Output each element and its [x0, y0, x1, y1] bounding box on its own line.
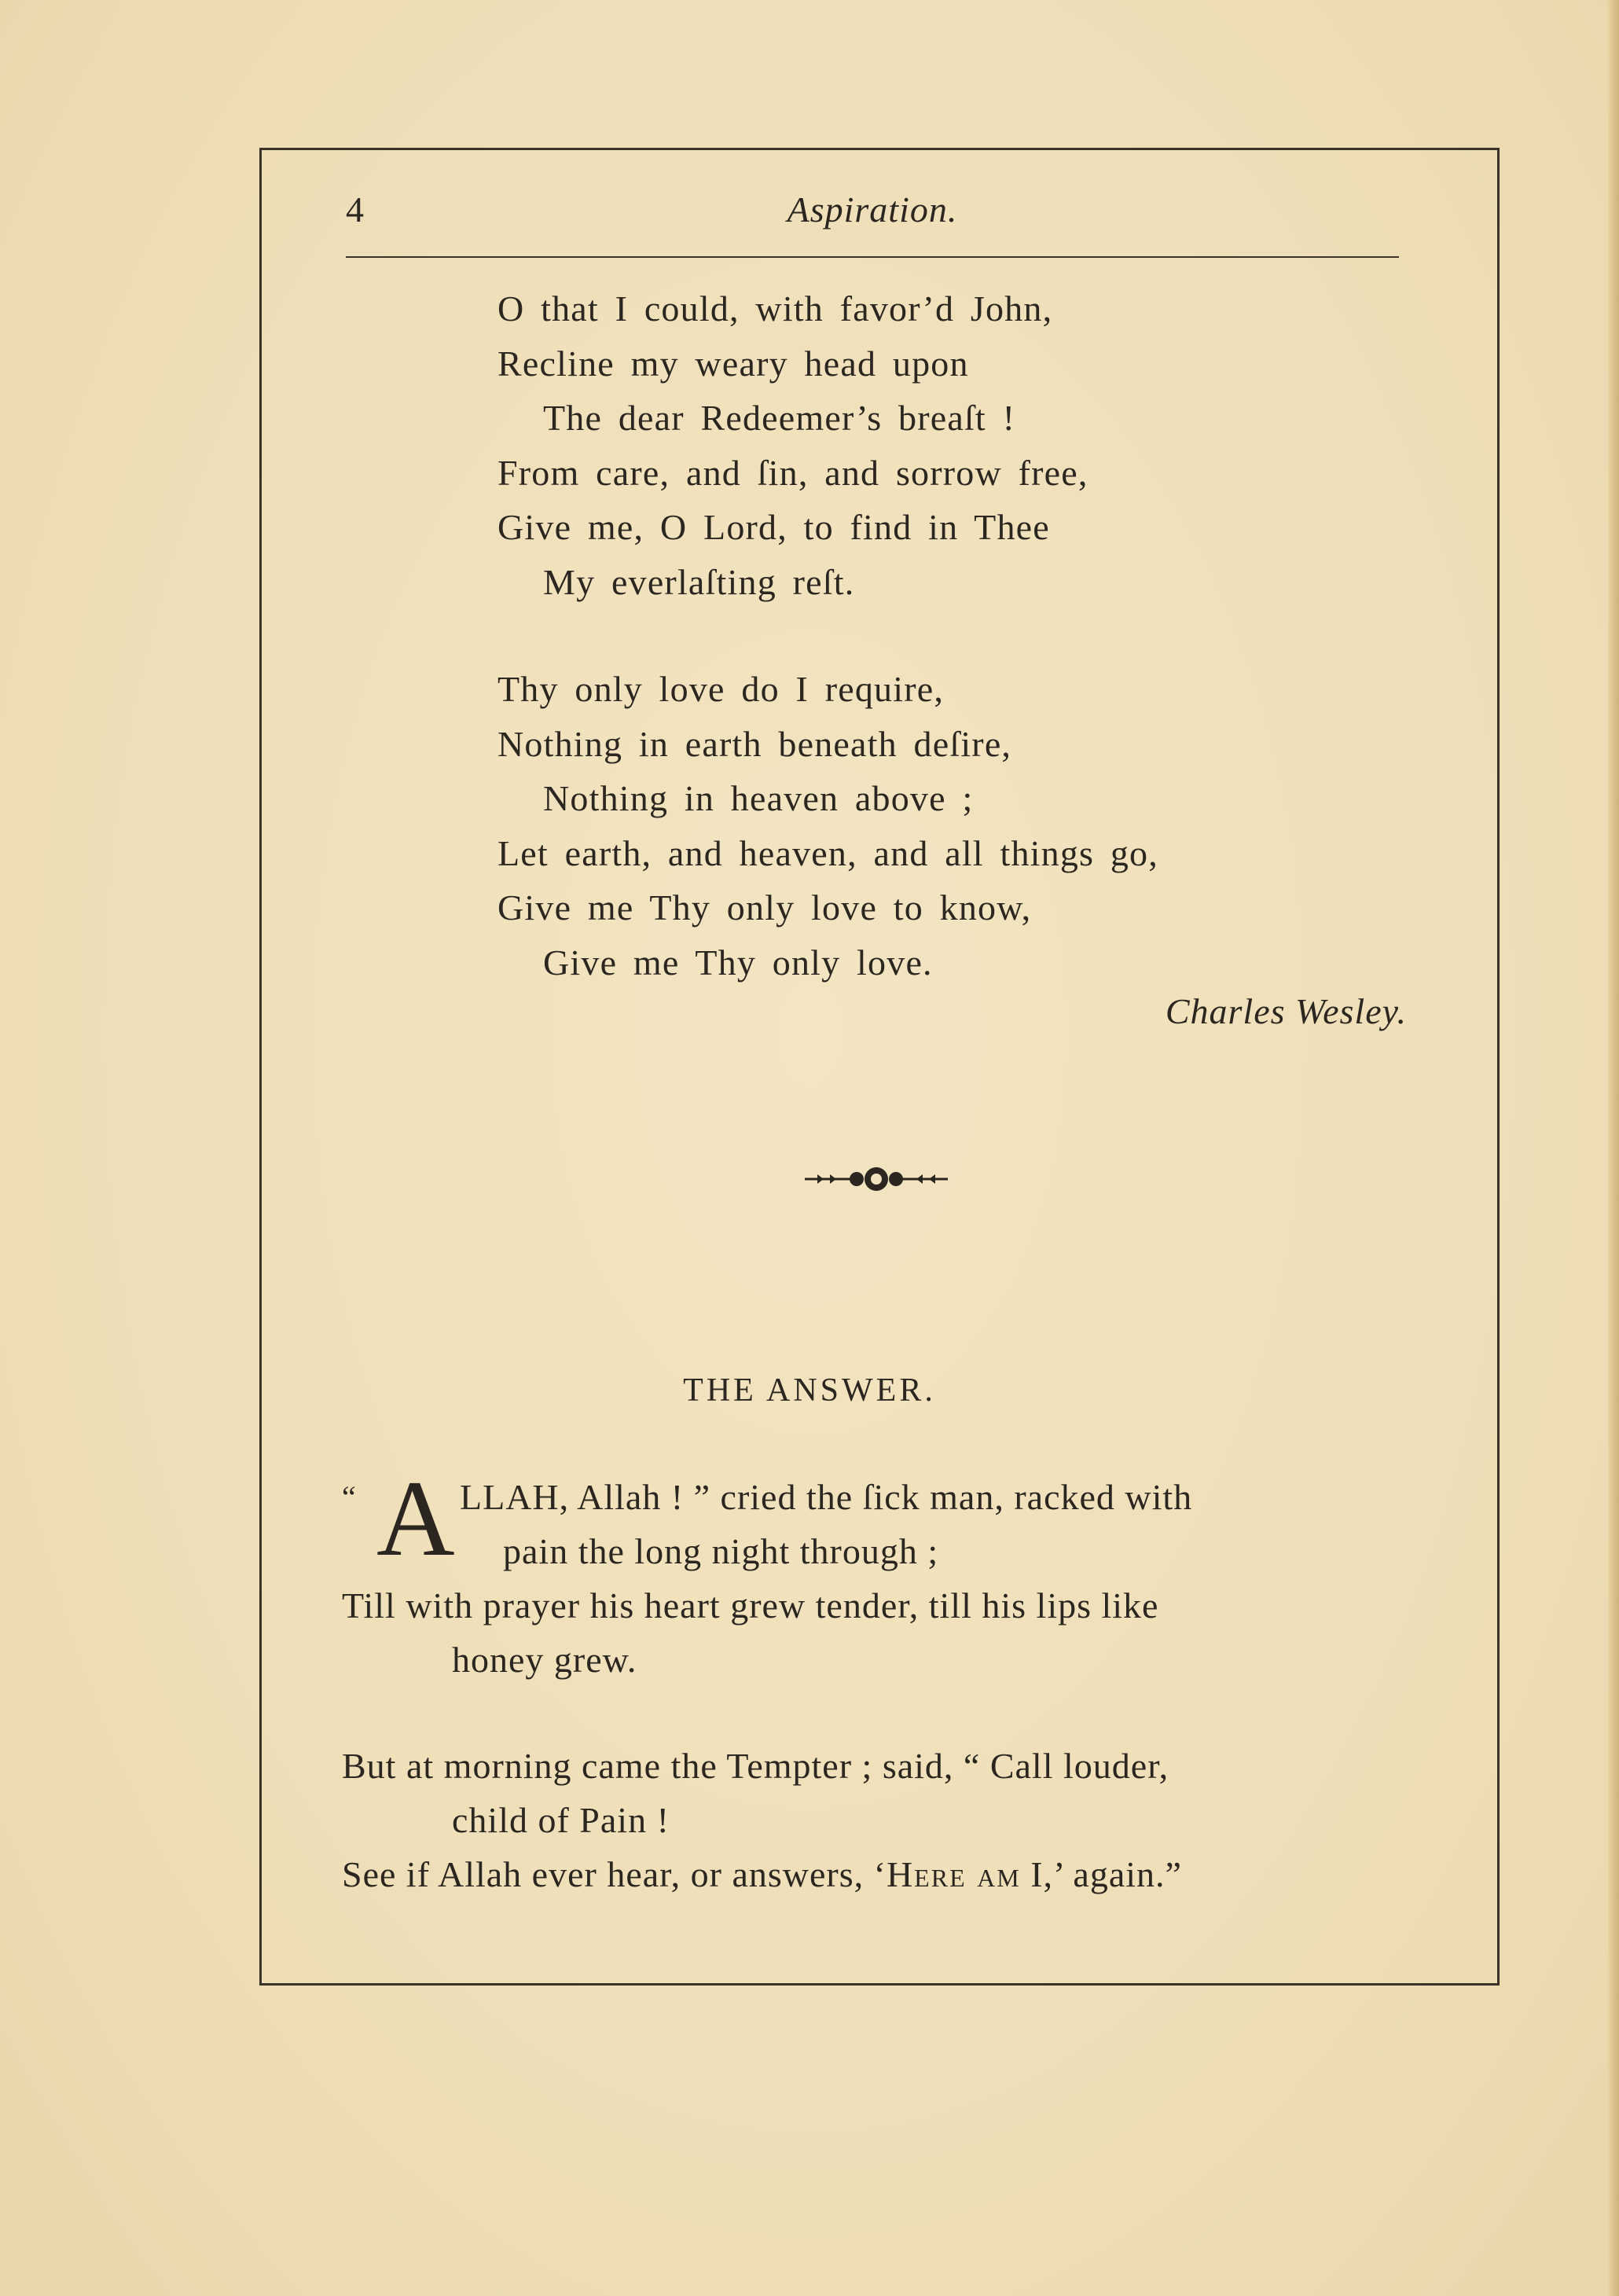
page-edge: [1608, 0, 1619, 2296]
open-quote: “: [342, 1479, 357, 1515]
answer-line-smallcaps: Here am: [886, 1854, 1021, 1894]
poem-stanza-2: [497, 662, 1362, 990]
poem-line: Give me, O Lord, to find in Thee: [497, 507, 1050, 547]
answer-paragraph-1: [342, 1458, 1415, 1687]
answer-line: child of Pain !: [452, 1800, 670, 1840]
answer-line: pain the long night through ;: [503, 1531, 939, 1571]
poem-line: Nothing in earth beneath deſire,: [497, 723, 1012, 764]
poem-line: Let earth, and heaven, and all things go,: [497, 832, 1158, 873]
poem-stanza-1: [497, 281, 1362, 609]
ornament-divider-icon: [802, 1163, 951, 1195]
page-number: 4: [346, 189, 364, 230]
poem-line: Thy only love do I require,: [497, 669, 945, 709]
answer-line-part: See if Allah ever hear, or answers, ‘: [342, 1854, 887, 1894]
poem-line: Nothing in heaven above ;: [543, 778, 974, 818]
poem-line: Give me Thy only love.: [543, 942, 933, 983]
answer-paragraph-2: [342, 1739, 1415, 1901]
poem-line: My everlaſting reſt.: [543, 561, 855, 602]
section-title: THE ANSWER.: [683, 1372, 936, 1409]
answer-line: Till with prayer his heart grew tender, till his lips like: [342, 1585, 1159, 1626]
answer-line: But at morning came the Tempter ; said, “ Call louder,: [342, 1746, 1169, 1786]
header-rule: [346, 256, 1399, 258]
poem-line: Give me Thy only love to know,: [497, 887, 1032, 928]
poem-line: O that I could, with favor’d John,: [497, 288, 1053, 329]
running-title: Aspiration.: [787, 189, 958, 230]
answer-line-part: I,’ again.”: [1030, 1854, 1182, 1894]
answer-text: [342, 1458, 1415, 1901]
answer-line: [342, 1847, 1415, 1901]
drop-cap: A: [376, 1458, 456, 1578]
answer-line: honey grew.: [452, 1640, 637, 1680]
page-header: [346, 182, 1399, 253]
poem-line: The dear Redeemer’s breaſt !: [543, 398, 1016, 438]
answer-line: LLAH, Allah ! ” cried the ſick man, racked with: [460, 1477, 1193, 1517]
poem-line: From care, and ſin, and sorrow free,: [497, 452, 1089, 493]
poem-line: Recline my weary head upon: [497, 343, 969, 384]
poem-attribution: Charles Wesley.: [1165, 991, 1407, 1031]
